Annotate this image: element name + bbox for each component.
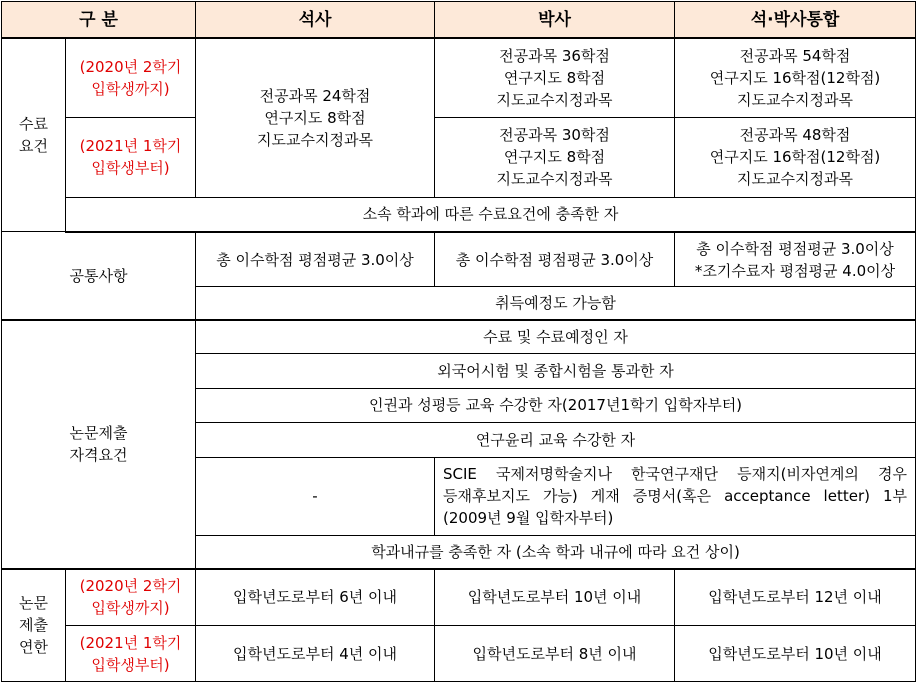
deadline-integrated-2021: 입학년도로부터 10년 이내 xyxy=(675,626,916,682)
completion-period-2020: (2020년 2학기 입학생까지) xyxy=(66,38,196,117)
qualification-item-2: 외국어시험 및 종합시험을 통과한 자 xyxy=(196,354,916,389)
common-masters: 총 이수학점 평점평균 3.0이상 xyxy=(196,232,435,287)
deadline-masters-2020: 입학년도로부터 6년 이내 xyxy=(196,569,435,626)
header-category: 구 분 xyxy=(2,2,196,39)
completion-integrated-2021: 전공과목 48학점 연구지도 16학점(12학점) 지도교수지정과목 xyxy=(675,117,916,197)
deadline-period-2021: (2021년 1학기 입학생부터) xyxy=(66,626,196,682)
completion-row-2020 xyxy=(2,38,916,117)
deadline-row-2020 xyxy=(2,569,916,626)
completion-masters: 전공과목 24학점 연구지도 8학점 지도교수지정과목 xyxy=(196,38,435,197)
header-doctoral: 박사 xyxy=(435,2,675,39)
completion-note-row xyxy=(2,197,916,232)
qualification-masters-sci: - xyxy=(196,457,435,535)
deadline-doctoral-2020: 입학년도로부터 10년 이내 xyxy=(435,569,675,626)
completion-doctoral-2020: 전공과목 36학점 연구지도 8학점 지도교수지정과목 xyxy=(435,38,675,117)
requirements-table xyxy=(1,1,916,682)
completion-doctoral-2021: 전공과목 30학점 연구지도 8학점 지도교수지정과목 xyxy=(435,117,675,197)
completion-label: 수료 요건 xyxy=(2,38,66,232)
completion-note: 소속 학과에 따른 수료요건에 충족한 자 xyxy=(66,197,916,232)
deadline-row-2021 xyxy=(2,626,916,682)
qualification-item-4: 연구윤리 교육 수강한 자 xyxy=(196,423,916,458)
header-masters: 석사 xyxy=(196,2,435,39)
completion-integrated-2020: 전공과목 54학점 연구지도 16학점(12학점) 지도교수지정과목 xyxy=(675,38,916,117)
qualification-row-1 xyxy=(2,320,916,353)
deadline-period-2020: (2020년 2학기 입학생까지) xyxy=(66,569,196,626)
common-row xyxy=(2,232,916,287)
completion-row-2021 xyxy=(2,117,916,197)
qualification-label: 논문제출 자격요건 xyxy=(2,320,196,569)
deadline-masters-2021: 입학년도로부터 4년 이내 xyxy=(196,626,435,682)
deadline-integrated-2020: 입학년도로부터 12년 이내 xyxy=(675,569,916,626)
common-integrated: 총 이수학점 평점평균 3.0이상 *조기수료자 평점평균 4.0이상 xyxy=(675,232,916,287)
deadline-doctoral-2021: 입학년도로부터 8년 이내 xyxy=(435,626,675,682)
common-expected: 취득예정도 가능함 xyxy=(196,287,916,320)
completion-period-2021: (2021년 1학기 입학생부터) xyxy=(66,117,196,197)
qualification-sci-requirement: SCIE 국제저명학술지나 한국연구재단 등재지(비자연계의 경우 등재후보지도 가능) 게재 증명서(혹은 acceptance letter) 1부(2009년 9월 입학자부터) xyxy=(435,457,916,535)
qualification-item-1: 수료 및 수료예정인 자 xyxy=(196,320,916,353)
qualification-item-3: 인권과 성평등 교육 수강한 자(2017년1학기 입학자부터) xyxy=(196,388,916,423)
deadline-label: 논문 제출 연한 xyxy=(2,569,66,682)
common-label: 공통사항 xyxy=(2,232,196,320)
common-doctoral: 총 이수학점 평점평균 3.0이상 xyxy=(435,232,675,287)
qualification-dept-rule: 학과내규를 충족한 자 (소속 학과 내규에 따라 요건 상이) xyxy=(196,535,916,568)
header-row xyxy=(2,2,916,39)
header-integrated: 석·박사통합 xyxy=(675,2,916,39)
